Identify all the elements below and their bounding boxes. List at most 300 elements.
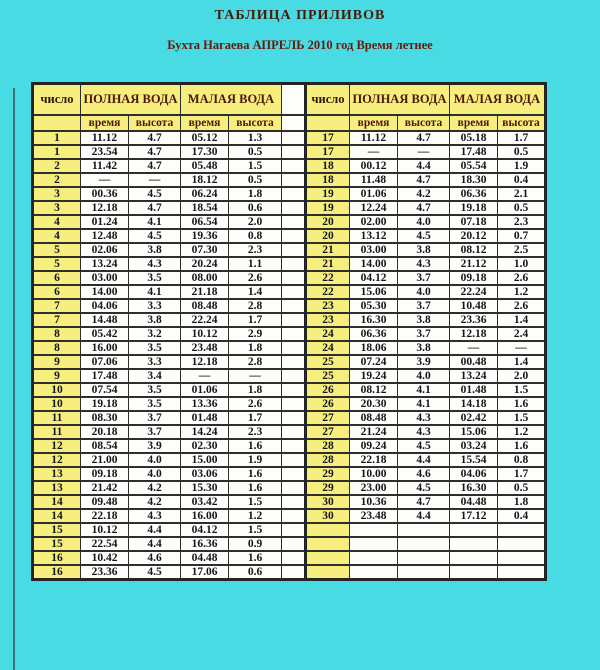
day-cell: 18 bbox=[306, 159, 350, 173]
high-water-time-cell: 11.12 bbox=[81, 131, 129, 145]
high-water-height-cell: 4.5 bbox=[129, 229, 181, 243]
high-water-time-cell: 22.18 bbox=[81, 509, 129, 523]
table-row bbox=[33, 215, 306, 229]
table-row bbox=[306, 411, 546, 425]
high-water-time-cell: 05.42 bbox=[81, 327, 129, 341]
low-water-time-cell: 05.48 bbox=[181, 159, 229, 173]
day-cell: 8 bbox=[33, 327, 81, 341]
day-cell: 25 bbox=[306, 369, 350, 383]
blank-column-header bbox=[282, 84, 306, 116]
high-water-time-cell: 20.30 bbox=[350, 397, 398, 411]
table-row bbox=[33, 299, 306, 313]
low-water-height-cell bbox=[498, 523, 546, 537]
day-cell: 13 bbox=[33, 467, 81, 481]
low-water-height-cell: 1.8 bbox=[229, 383, 282, 397]
low-water-height-cell: 1.2 bbox=[229, 509, 282, 523]
low-water-time-cell: 04.12 bbox=[181, 523, 229, 537]
low-water-height-cell: 1.6 bbox=[498, 439, 546, 453]
table-row bbox=[33, 537, 306, 551]
high-water-time-cell: 07.24 bbox=[350, 355, 398, 369]
header-row-groups bbox=[306, 84, 546, 116]
low-water-height-cell: 0.7 bbox=[498, 229, 546, 243]
low-water-time-cell: 18.12 bbox=[181, 173, 229, 187]
high-water-height-cell: 3.8 bbox=[129, 243, 181, 257]
low-water-time-cell: 17.48 bbox=[450, 145, 498, 159]
blank-cell bbox=[282, 201, 306, 215]
low-water-time-cell: 23.48 bbox=[181, 341, 229, 355]
low-water-time-cell: 01.48 bbox=[450, 383, 498, 397]
high-water-time-cell: 03.00 bbox=[81, 271, 129, 285]
low-water-time-cell bbox=[450, 523, 498, 537]
low-water-time-cell: 13.36 bbox=[181, 397, 229, 411]
blank-cell bbox=[282, 159, 306, 173]
high-water-time-cell: 13.24 bbox=[81, 257, 129, 271]
height-subheader: высота bbox=[129, 115, 181, 131]
high-water-time-cell bbox=[350, 523, 398, 537]
blank-cell bbox=[282, 411, 306, 425]
day-cell: 10 bbox=[33, 383, 81, 397]
low-water-time-cell: — bbox=[181, 369, 229, 383]
low-water-time-cell: 05.18 bbox=[450, 131, 498, 145]
table-row bbox=[33, 523, 306, 537]
low-water-time-cell: 07.18 bbox=[450, 215, 498, 229]
day-cell: 3 bbox=[33, 187, 81, 201]
table-row bbox=[306, 453, 546, 467]
low-water-time-cell: 19.36 bbox=[181, 229, 229, 243]
low-water-height-cell: 0.9 bbox=[229, 537, 282, 551]
low-water-height-cell: 1.8 bbox=[498, 495, 546, 509]
low-water-height-cell: 1.5 bbox=[498, 411, 546, 425]
day-cell: 11 bbox=[33, 411, 81, 425]
high-water-height-cell: 3.9 bbox=[129, 439, 181, 453]
table-row bbox=[33, 565, 306, 580]
low-water-time-cell: 06.24 bbox=[181, 187, 229, 201]
high-water-time-cell: 10.00 bbox=[350, 467, 398, 481]
high-water-height-cell: 4.3 bbox=[129, 509, 181, 523]
day-cell: 3 bbox=[33, 201, 81, 215]
high-water-height-cell: 3.7 bbox=[398, 271, 450, 285]
blank-cell bbox=[282, 355, 306, 369]
low-water-time-cell: 08.00 bbox=[181, 271, 229, 285]
tide-table-days-17-30 bbox=[304, 82, 547, 581]
high-water-height-cell: 4.0 bbox=[129, 467, 181, 481]
high-water-height-cell: 3.7 bbox=[398, 327, 450, 341]
low-water-height-cell: 1.5 bbox=[229, 159, 282, 173]
low-water-time-cell: 12.18 bbox=[450, 327, 498, 341]
day-cell: 1 bbox=[33, 131, 81, 145]
day-cell: 5 bbox=[33, 243, 81, 257]
table-row bbox=[33, 131, 306, 145]
page-title: ТАБЛИЦА ПРИЛИВОВ bbox=[214, 8, 386, 23]
header-row-groups bbox=[33, 84, 306, 116]
low-water-height-cell: 2.9 bbox=[229, 327, 282, 341]
table-row bbox=[306, 383, 546, 397]
high-water-height-cell: 4.5 bbox=[398, 439, 450, 453]
high-water-height-cell: 4.7 bbox=[398, 201, 450, 215]
day-cell: 11 bbox=[33, 425, 81, 439]
high-water-height-cell: 3.5 bbox=[129, 397, 181, 411]
header-row-subs bbox=[33, 115, 306, 131]
table-row bbox=[306, 313, 546, 327]
high-water-height-cell: 4.5 bbox=[398, 229, 450, 243]
day-cell: 30 bbox=[306, 495, 350, 509]
high-water-height-cell: 4.4 bbox=[129, 523, 181, 537]
low-water-time-cell: 12.18 bbox=[181, 355, 229, 369]
day-cell: 6 bbox=[33, 271, 81, 285]
day-cell: 22 bbox=[306, 285, 350, 299]
high-water-height-cell: 4.1 bbox=[398, 397, 450, 411]
table-row bbox=[306, 355, 546, 369]
blank-cell bbox=[282, 383, 306, 397]
table-row bbox=[306, 439, 546, 453]
day-cell: 4 bbox=[33, 215, 81, 229]
low-water-height-cell: 1.4 bbox=[229, 285, 282, 299]
low-water-height-cell: 1.6 bbox=[498, 397, 546, 411]
day-cell: 28 bbox=[306, 439, 350, 453]
low-water-time-cell: 10.12 bbox=[181, 327, 229, 341]
day-column-header: число bbox=[33, 84, 81, 116]
low-water-height-cell: — bbox=[498, 341, 546, 355]
high-water-time-cell: 14.00 bbox=[81, 285, 129, 299]
tide-table-days-1-16 bbox=[31, 82, 307, 581]
blank-cell bbox=[282, 509, 306, 523]
table-row bbox=[33, 285, 306, 299]
high-water-time-cell: 13.12 bbox=[350, 229, 398, 243]
day-cell: 23 bbox=[306, 313, 350, 327]
table-row bbox=[33, 439, 306, 453]
high-water-time-cell: 11.48 bbox=[350, 173, 398, 187]
day-cell: 21 bbox=[306, 243, 350, 257]
low-water-time-cell: 05.12 bbox=[181, 131, 229, 145]
high-water-time-cell: 19.18 bbox=[81, 397, 129, 411]
blank-cell bbox=[282, 257, 306, 271]
low-water-height-cell: 1.0 bbox=[498, 257, 546, 271]
table-row bbox=[306, 369, 546, 383]
low-water-time-cell: 01.48 bbox=[181, 411, 229, 425]
low-water-time-cell: 17.06 bbox=[181, 565, 229, 580]
blank-cell bbox=[282, 425, 306, 439]
low-water-height-cell: 2.8 bbox=[229, 355, 282, 369]
low-water-time-cell: 14.18 bbox=[450, 397, 498, 411]
low-water-time-cell: 22.24 bbox=[181, 313, 229, 327]
low-water-height-cell: 1.5 bbox=[498, 383, 546, 397]
table-row bbox=[306, 481, 546, 495]
table-row bbox=[33, 243, 306, 257]
high-water-time-cell: 03.00 bbox=[350, 243, 398, 257]
high-water-time-cell: 23.00 bbox=[350, 481, 398, 495]
low-water-time-cell: 15.54 bbox=[450, 453, 498, 467]
high-water-height-cell: 3.7 bbox=[398, 299, 450, 313]
low-water-height-cell: 0.5 bbox=[229, 173, 282, 187]
high-water-height-cell: 4.1 bbox=[129, 215, 181, 229]
low-water-time-cell bbox=[450, 551, 498, 565]
low-water-height-cell: 1.6 bbox=[229, 467, 282, 481]
table-row bbox=[33, 509, 306, 523]
day-cell: 2 bbox=[33, 173, 81, 187]
high-water-time-cell: 22.54 bbox=[81, 537, 129, 551]
low-water-time-cell: 19.18 bbox=[450, 201, 498, 215]
high-water-time-cell: 14.00 bbox=[350, 257, 398, 271]
low-water-height-cell: 1.7 bbox=[229, 411, 282, 425]
high-water-height-cell: 4.1 bbox=[398, 383, 450, 397]
high-water-height-cell: 3.5 bbox=[129, 271, 181, 285]
high-water-time-cell: 06.36 bbox=[350, 327, 398, 341]
high-water-time-cell: 11.42 bbox=[81, 159, 129, 173]
table-row bbox=[33, 327, 306, 341]
blank-cell bbox=[282, 299, 306, 313]
day-cell: 14 bbox=[33, 495, 81, 509]
high-water-time-cell: 09.48 bbox=[81, 495, 129, 509]
day-cell: 13 bbox=[33, 481, 81, 495]
low-water-height-cell: 1.6 bbox=[229, 439, 282, 453]
high-water-height-cell: 4.7 bbox=[129, 201, 181, 215]
high-water-height-cell: 4.4 bbox=[398, 159, 450, 173]
day-cell: 8 bbox=[33, 341, 81, 355]
low-water-height-cell: 1.7 bbox=[498, 467, 546, 481]
height-subheader: высота bbox=[398, 115, 450, 131]
high-water-time-cell: 12.48 bbox=[81, 229, 129, 243]
high-water-height-cell: 4.7 bbox=[398, 131, 450, 145]
table-row bbox=[306, 159, 546, 173]
table-row bbox=[306, 327, 546, 341]
low-water-height-cell: 1.1 bbox=[229, 257, 282, 271]
blank-cell bbox=[282, 565, 306, 580]
low-water-height-cell: 1.5 bbox=[229, 523, 282, 537]
low-water-height-cell: 2.6 bbox=[229, 397, 282, 411]
table-row bbox=[33, 551, 306, 565]
day-cell: 4 bbox=[33, 229, 81, 243]
low-water-time-cell: 03.24 bbox=[450, 439, 498, 453]
low-water-height-cell: 1.8 bbox=[229, 187, 282, 201]
high-water-height-cell: 3.4 bbox=[129, 369, 181, 383]
low-water-time-cell: 13.24 bbox=[450, 369, 498, 383]
height-subheader: высота bbox=[229, 115, 282, 131]
day-cell: 17 bbox=[306, 131, 350, 145]
day-cell: 25 bbox=[306, 355, 350, 369]
high-water-time-cell: 15.06 bbox=[350, 285, 398, 299]
high-water-height-cell: 4.3 bbox=[398, 425, 450, 439]
low-water-time-cell: 03.42 bbox=[181, 495, 229, 509]
low-water-height-cell bbox=[498, 537, 546, 551]
table-row bbox=[33, 187, 306, 201]
blank-cell bbox=[282, 481, 306, 495]
day-cell bbox=[306, 565, 350, 580]
day-cell bbox=[306, 551, 350, 565]
high-water-height-cell: 4.5 bbox=[398, 481, 450, 495]
high-water-time-cell: 14.48 bbox=[81, 313, 129, 327]
day-cell: 24 bbox=[306, 327, 350, 341]
day-cell: 9 bbox=[33, 355, 81, 369]
blank-cell bbox=[282, 439, 306, 453]
blank-cell bbox=[282, 397, 306, 411]
low-water-height-cell: 2.8 bbox=[229, 299, 282, 313]
blank-cell bbox=[282, 215, 306, 229]
low-water-time-cell: 21.18 bbox=[181, 285, 229, 299]
high-water-height-cell: 4.0 bbox=[398, 215, 450, 229]
high-water-height-cell: 3.5 bbox=[129, 341, 181, 355]
blank-cell bbox=[282, 523, 306, 537]
high-water-time-cell: 08.30 bbox=[81, 411, 129, 425]
high-water-height-cell: 3.3 bbox=[129, 355, 181, 369]
table-row bbox=[306, 131, 546, 145]
high-water-height-cell: 4.0 bbox=[129, 453, 181, 467]
table-row bbox=[33, 425, 306, 439]
low-water-height-cell: 0.5 bbox=[498, 201, 546, 215]
low-water-height-cell: 0.5 bbox=[229, 145, 282, 159]
low-water-height-cell: 2.6 bbox=[498, 299, 546, 313]
low-water-height-cell: 1.9 bbox=[498, 159, 546, 173]
blank-cell bbox=[282, 341, 306, 355]
low-water-time-cell: 16.36 bbox=[181, 537, 229, 551]
low-water-time-cell: 04.06 bbox=[450, 467, 498, 481]
high-water-height-cell: 3.5 bbox=[129, 383, 181, 397]
high-water-time-cell bbox=[350, 551, 398, 565]
day-cell: 5 bbox=[33, 257, 81, 271]
high-water-height-cell: 3.7 bbox=[129, 411, 181, 425]
low-water-time-cell: 20.24 bbox=[181, 257, 229, 271]
low-water-height-cell: 1.7 bbox=[229, 313, 282, 327]
high-water-height-cell: 3.8 bbox=[398, 313, 450, 327]
low-water-header: МАЛАЯ ВОДА bbox=[181, 84, 282, 116]
table-row bbox=[306, 173, 546, 187]
high-water-height-cell: — bbox=[129, 173, 181, 187]
table-row bbox=[33, 453, 306, 467]
table-row bbox=[306, 467, 546, 481]
high-water-height-cell: 4.6 bbox=[398, 467, 450, 481]
day-cell: 14 bbox=[33, 509, 81, 523]
low-water-time-cell: 15.00 bbox=[181, 453, 229, 467]
high-water-time-cell: 23.48 bbox=[350, 509, 398, 523]
day-column-header: число bbox=[306, 84, 350, 116]
table-row bbox=[306, 229, 546, 243]
day-cell: 7 bbox=[33, 313, 81, 327]
table-row bbox=[306, 425, 546, 439]
high-water-time-cell: 09.18 bbox=[81, 467, 129, 481]
low-water-height-cell: 2.3 bbox=[498, 215, 546, 229]
low-water-time-cell: 17.30 bbox=[181, 145, 229, 159]
day-cell: 30 bbox=[306, 509, 350, 523]
low-water-time-cell: 08.12 bbox=[450, 243, 498, 257]
day-cell: 20 bbox=[306, 229, 350, 243]
high-water-height-cell: — bbox=[398, 145, 450, 159]
high-water-time-cell: 22.18 bbox=[350, 453, 398, 467]
low-water-time-cell: 09.18 bbox=[450, 271, 498, 285]
low-water-time-cell: 10.48 bbox=[450, 299, 498, 313]
day-cell: 6 bbox=[33, 285, 81, 299]
day-cell: 23 bbox=[306, 299, 350, 313]
table-row bbox=[306, 271, 546, 285]
high-water-time-cell: 12.24 bbox=[350, 201, 398, 215]
high-water-height-cell: 4.7 bbox=[398, 495, 450, 509]
high-water-height-cell: 3.8 bbox=[398, 341, 450, 355]
blank-cell bbox=[282, 551, 306, 565]
table-row bbox=[33, 173, 306, 187]
high-water-time-cell: 23.36 bbox=[81, 565, 129, 580]
high-water-height-cell: 4.7 bbox=[398, 173, 450, 187]
high-water-time-cell: 19.24 bbox=[350, 369, 398, 383]
high-water-height-cell: 4.7 bbox=[129, 145, 181, 159]
low-water-time-cell: 18.54 bbox=[181, 201, 229, 215]
blank-cell bbox=[282, 271, 306, 285]
page-subtitle: Бухта Нагаева АПРЕЛЬ 2010 год Время летнее bbox=[167, 38, 433, 52]
low-water-time-cell: 18.30 bbox=[450, 173, 498, 187]
high-water-time-cell bbox=[350, 537, 398, 551]
low-water-height-cell: 1.7 bbox=[498, 131, 546, 145]
low-water-time-cell: 05.54 bbox=[450, 159, 498, 173]
day-cell: 7 bbox=[33, 299, 81, 313]
table-row bbox=[306, 523, 546, 537]
day-cell: 19 bbox=[306, 201, 350, 215]
height-subheader: высота bbox=[498, 115, 546, 131]
table-row bbox=[33, 369, 306, 383]
table-row bbox=[306, 285, 546, 299]
low-water-time-cell bbox=[450, 565, 498, 580]
low-water-time-cell: — bbox=[450, 341, 498, 355]
high-water-time-cell: 00.12 bbox=[350, 159, 398, 173]
low-water-time-cell: 23.36 bbox=[450, 313, 498, 327]
blank-cell bbox=[282, 131, 306, 145]
table-row bbox=[33, 229, 306, 243]
high-water-height-cell: 3.8 bbox=[398, 243, 450, 257]
low-water-time-cell: 17.12 bbox=[450, 509, 498, 523]
table-row bbox=[306, 551, 546, 565]
low-water-time-cell: 15.30 bbox=[181, 481, 229, 495]
table-row bbox=[306, 201, 546, 215]
table-row bbox=[33, 383, 306, 397]
low-water-height-cell: 0.4 bbox=[498, 509, 546, 523]
day-subheader-blank bbox=[306, 115, 350, 131]
high-water-time-cell: 20.18 bbox=[81, 425, 129, 439]
header-row-subs bbox=[306, 115, 546, 131]
high-water-time-cell: 23.54 bbox=[81, 145, 129, 159]
low-water-time-cell: 16.00 bbox=[181, 509, 229, 523]
low-water-height-cell: 1.9 bbox=[229, 453, 282, 467]
blank-cell bbox=[282, 173, 306, 187]
low-water-time-cell: 02.42 bbox=[450, 411, 498, 425]
high-water-height-cell: 4.2 bbox=[129, 495, 181, 509]
high-water-time-cell: 11.12 bbox=[350, 131, 398, 145]
low-water-height-cell: 0.5 bbox=[498, 145, 546, 159]
table-row bbox=[33, 159, 306, 173]
low-water-time-cell: 04.48 bbox=[181, 551, 229, 565]
blank-cell bbox=[282, 369, 306, 383]
day-cell: 26 bbox=[306, 383, 350, 397]
low-water-time-cell: 06.54 bbox=[181, 215, 229, 229]
low-water-height-cell: 0.8 bbox=[229, 229, 282, 243]
day-cell: 26 bbox=[306, 397, 350, 411]
high-water-time-cell: 00.36 bbox=[81, 187, 129, 201]
day-cell: 20 bbox=[306, 215, 350, 229]
high-water-time-cell: 01.24 bbox=[81, 215, 129, 229]
low-water-height-cell: 1.8 bbox=[229, 341, 282, 355]
low-water-height-cell: 1.4 bbox=[498, 313, 546, 327]
low-water-height-cell: 1.5 bbox=[229, 495, 282, 509]
low-water-time-cell: 04.48 bbox=[450, 495, 498, 509]
table-row bbox=[33, 411, 306, 425]
blank-cell bbox=[282, 313, 306, 327]
day-cell: 12 bbox=[33, 439, 81, 453]
high-water-height-cell bbox=[398, 537, 450, 551]
blank-cell bbox=[282, 145, 306, 159]
low-water-time-cell: 00.48 bbox=[450, 355, 498, 369]
low-water-height-cell bbox=[498, 551, 546, 565]
day-cell: 10 bbox=[33, 397, 81, 411]
low-water-time-cell bbox=[450, 537, 498, 551]
high-water-height-cell: 4.2 bbox=[129, 481, 181, 495]
high-water-time-cell: 01.06 bbox=[350, 187, 398, 201]
high-water-height-cell: 4.3 bbox=[398, 257, 450, 271]
day-cell: 29 bbox=[306, 467, 350, 481]
